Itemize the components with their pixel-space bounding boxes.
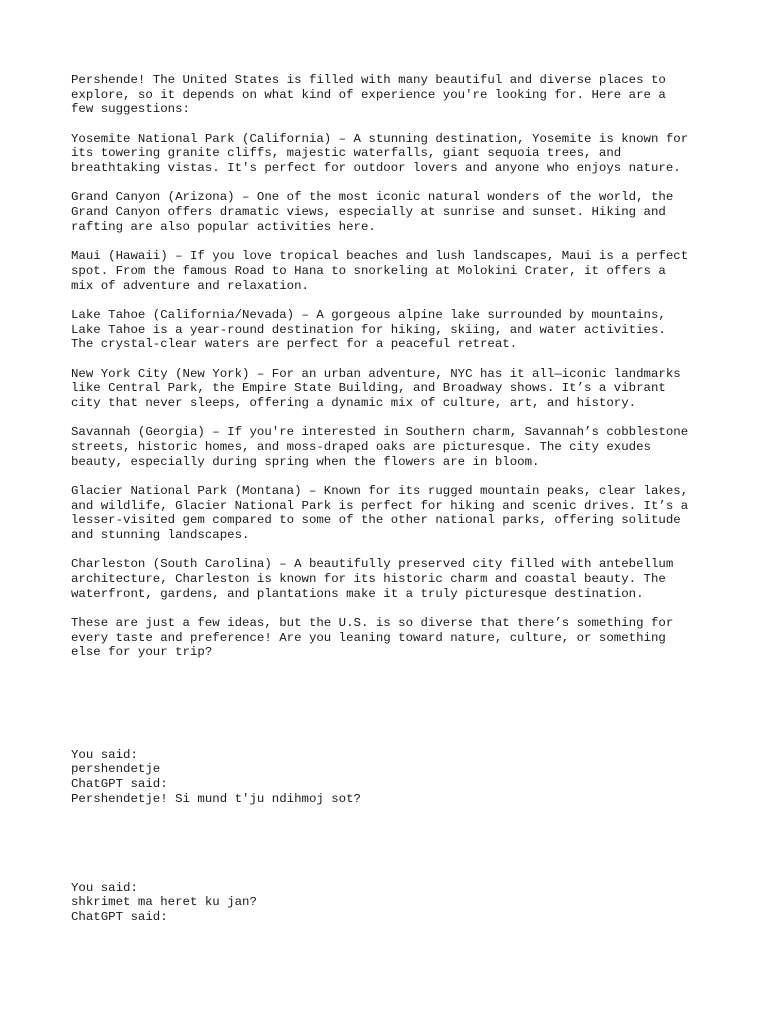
suggestion-yosemite: Yosemite National Park (California) – A stunning destination, Yosemite is known for its towering granite cliffs, majestic waterfalls, giant sequoia trees, and breathtaking vistas. It's perfect for outdoor lovers and anyone who enjoys nature. [71, 131, 689, 176]
suggestion-maui: Maui (Hawaii) – If you love tropical beaches and lush landscapes, Maui is a perfect spot. From the famous Road to Hana to snorkeling at Molokini Crater, it offers a mix of adventure and relaxation. [71, 249, 689, 293]
suggestion-grand-canyon: Grand Canyon (Arizona) – One of the most iconic natural wonders of the world, the Grand Canyon offers dramatic views, especially at sunrise and sunset. Hiking and rafting are also popular activities here. [71, 190, 674, 234]
suggestion-new-york-city: New York City (New York) – For an urban adventure, NYC has it all—iconic landmarks like Central Park, the Empire State Building, and Broadway shows. It’s a vibrant city that never sleeps, offering a dynamic mix of culture, art, and history. [71, 366, 681, 410]
you-said-label: You said: [71, 747, 138, 762]
suggestion-lake-tahoe: Lake Tahoe (California/Nevada) – A gorgeous alpine lake surrounded by mountains, Lake Tahoe is a year-round destination for hiking, skiing, and water activities. The crystal-clear waters are perfect for a peaceful retreat. [71, 307, 666, 352]
chatgpt-said-label: ChatGPT said: [71, 909, 168, 924]
suggestion-glacier: Glacier National Park (Montana) – Known for its rugged mountain peaks, clear lakes, and wildlife, Glacier National Park is perfect for hiking and scenic drives. It’s a lesser-visited gem compared to some of the other national parks, offering solitude and stunning landscapes. [71, 483, 689, 543]
spacer [71, 807, 711, 881]
suggestion-charleston: Charleston (South Carolina) – A beautifully preserved city filled with antebellum architecture, Charleston is known for its historic charm and coastal beauty. The waterfront, gardens, and plantations make it a truly picturesque destination. [71, 557, 674, 601]
chat-exchange-2 [71, 881, 711, 925]
document-page [71, 73, 711, 925]
intro-paragraph: Pershende! The United States is filled with many beautiful and diverse places to explore, so it depends on what kind of experience you're looking for. Here are a few suggestions: [71, 73, 666, 117]
you-said-label: You said: [71, 880, 138, 895]
spacer [71, 675, 711, 748]
suggestion-savannah: Savannah (Georgia) – If you're interested in Southern charm, Savannah’s cobblestone streets, historic homes, and moss-draped oaks are picturesque. The city exudes beauty, especially during spring when the flowers are in bloom. [71, 425, 689, 469]
assistant-message: Pershendetje! Si mund t'ju ndihmoj sot? [71, 791, 361, 806]
chat-exchange-1 [71, 748, 711, 807]
closing-paragraph: These are just a few ideas, but the U.S. is so diverse that there’s something for every taste and preference! Are you leaning toward nature, culture, or something else for your trip? [71, 616, 674, 660]
user-message: shkrimet ma heret ku jan? [71, 895, 257, 910]
chatgpt-said-label: ChatGPT said: [71, 777, 168, 792]
user-message: pershendetje [71, 762, 161, 777]
